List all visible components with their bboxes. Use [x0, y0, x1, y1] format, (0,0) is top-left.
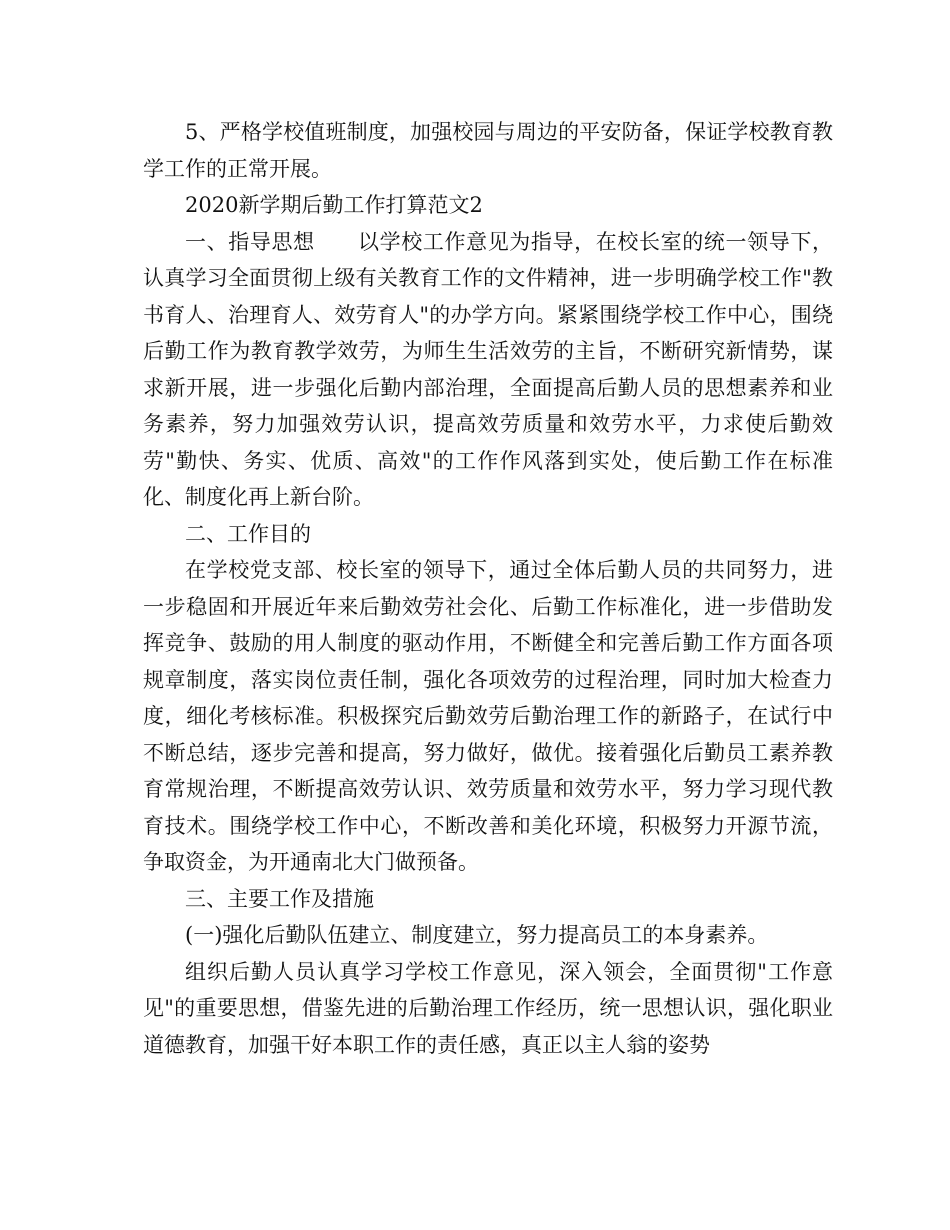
subheading-team-building: (一)强化后勤队伍建立、制度建立，努力提高员工的本身素养。: [185, 923, 769, 947]
paragraph-work-goals: 在学校党支部、校长室的领导下，通过全体后勤人员的共同努力，进一步稳固和开展近年来后勤效劳社会化、后勤工作标准化，进一步借助发挥竞争、鼓励的用人制度的驱动作用，不断健全和完善后勤工作方面各项规章制度，落实岗位责任制，强化各项效劳的过程治理，同时加大检查力度，细化考核标准。积极探究后勤效劳后勤治理工作的新路子，在试行中不断总结，逐步完善和提高，努力做好，做优。接着强化后勤员工素养教育常规治理，不断提高效劳认识、效劳质量和效劳水平，努力学习现代教育技术。围绕学校工作中心，不断改善和美化环境，积极努力开源节流，争取资金，为开通南北大门做预备。: [143, 558, 833, 874]
document-body: [143, 114, 833, 1063]
document-section-title: 2020新学期后勤工作打算范文2: [185, 193, 483, 217]
heading-main-work: 三、主要工作及措施: [185, 886, 374, 911]
paragraph-team-building: 组织后勤人员认真学习学校工作意见，深入领会，全面贯彻"工作意见"的重要思想，借鉴先进的后勤治理工作经历，统一思想认识，强化职业道德教育，加强干好本职工作的责任感，真正以主人翁的姿势: [143, 959, 833, 1057]
paragraph-guiding-ideology: 一、指导思想 以学校工作意见为指导，在校长室的统一领导下，认真学习全面贯彻上级有关教育工作的文件精神，进一步明确学校工作"教书育人、治理育人、效劳育人"的办学方向。紧紧围绕学校工作中心，围绕后勤工作为教育教学效劳，为师生生活效劳的主旨，不断研究新情势，谋求新开展，进一步强化后勤内部治理，全面提高后勤人员的思想素养和业务素养，努力加强效劳认识，提高效劳质量和效劳水平，力求使后勤效劳"勤快、务实、优质、高效"的工作作风落到实处，使后勤工作在标准化、制度化再上新台阶。: [143, 229, 833, 509]
paragraph-duty-system: 5、严格学校值班制度，加强校园与周边的平安防备，保证学校教育教学工作的正常开展。: [143, 120, 833, 181]
heading-work-goals: 二、工作目的: [185, 521, 311, 546]
